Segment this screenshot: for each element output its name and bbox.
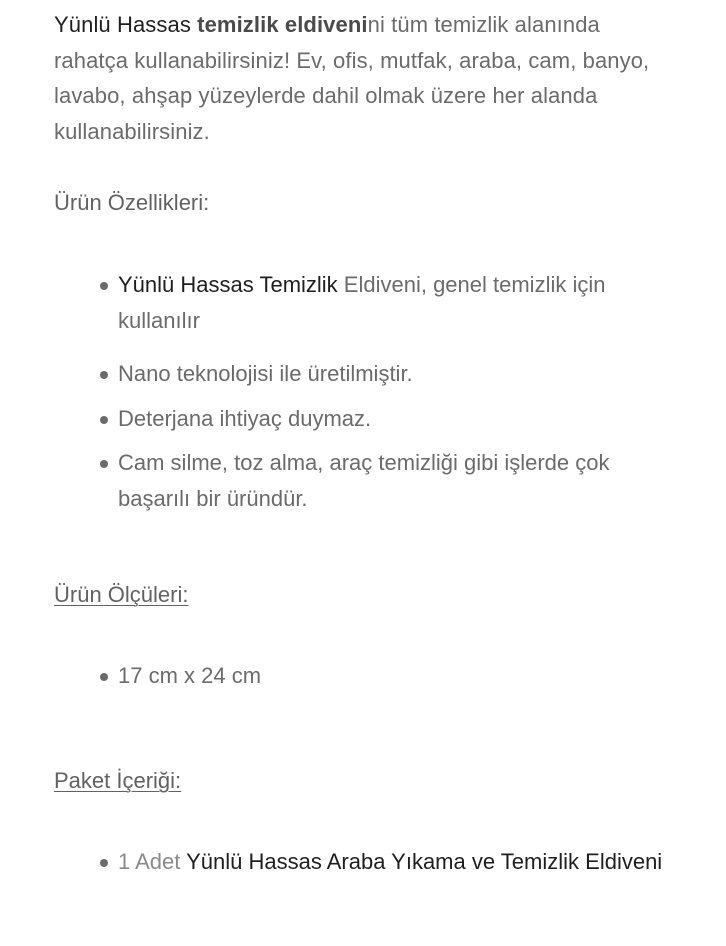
package-item-name: Yünlü Hassas Araba Yıkama ve Temizlik Eldiveni: [180, 849, 663, 874]
list-item: Nano teknolojisi ile üretilmiştir.: [98, 356, 678, 392]
features-list: [98, 267, 678, 516]
list-item: Deterjana ihtiyaç duymaz.: [98, 401, 678, 437]
package-heading: Paket İçeriği:: [54, 768, 182, 793]
package-list: [98, 844, 678, 880]
list-item: 17 cm x 24 cm: [98, 658, 678, 694]
intro-text: ni tüm temizlik alanında rahatça kullanabilirsiniz! Ev, ofis, mutfak, araba, cam, banyo, lavabo, ahşap yüzeylerde dahil olmak üzere her alanda kullanabilirsiniz.: [54, 12, 650, 144]
dimensions-heading: Ürün Ölçüleri:: [54, 582, 189, 607]
feature-lead: Yünlü Hassas Temizlik: [118, 272, 338, 297]
dimensions-list: [98, 658, 678, 694]
product-description: [54, 7, 674, 874]
package-quantity: 1 Adet: [118, 849, 181, 874]
list-item: [98, 844, 678, 880]
list-item: Cam silme, toz alma, araç temizliği gibi işlerde çok başarılı bir üründür.: [98, 445, 678, 516]
intro-paragraph: [54, 7, 674, 149]
features-heading: Ürün Özellikleri:: [54, 190, 210, 215]
list-item: Yünlü Hassas Temizlik Eldiveni, genel temizlik için kullanılır: [98, 267, 678, 338]
product-name: temizlik eldiveni: [197, 12, 368, 37]
brand-name: Yünlü Hassas: [54, 12, 191, 37]
